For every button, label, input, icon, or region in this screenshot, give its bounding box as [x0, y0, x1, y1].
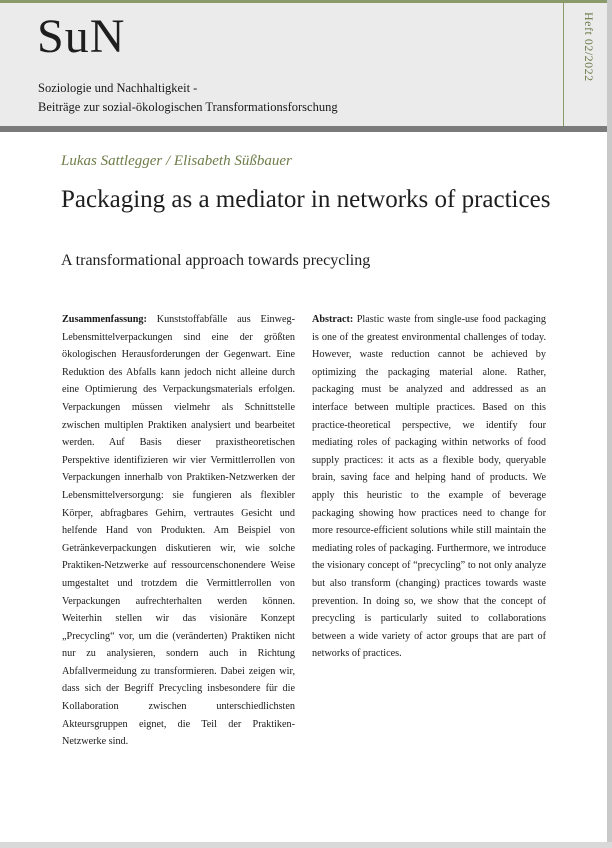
journal-subtitle-line-1: Soziologie und Nachhaltigkeit - [38, 81, 198, 95]
article-authors: Lukas Sattlegger / Elisabeth Süßbauer [61, 153, 292, 169]
abstract-german [62, 311, 295, 751]
page-bottom-edge [0, 842, 612, 848]
abstract-english-label: Abstract: [312, 314, 357, 325]
journal-header [0, 0, 612, 127]
journal-logo: SuN [37, 10, 126, 63]
abstract-english [312, 311, 546, 663]
article-title: Packaging as a mediator in networks of practices [61, 186, 551, 213]
header-bottom-rule [0, 126, 612, 132]
journal-subtitle-line-2: Beiträge zur sozial-ökologischen Transformationsforschung [38, 100, 338, 114]
page-right-edge [607, 0, 612, 848]
abstract-german-text: Kunststoffabfälle aus Einweg-Lebensmittelverpackungen sind eine der größten ökologischen Herausforderungen der Gegenwart. Eine Reduktion des Abfalls kann jedoch nicht alleine durch eine Optimierung des Verpackungsmaterials erfolgen. Verpackungen müssen vielmehr als Schnittstelle zwischen multiplen Praktiken analysiert und bearbeitet werden. Auf Basis dieser praxistheoretischen Perspektive identifizieren wir vier Vermittlerrollen von Verpackungen innerhalb von Praktiken-Netzwerken der Lebensmittelversorgung: sie fungieren als flexibler Körper, abfragbares Gehirn, vertrautes Gesicht und helfende Hand von Produkten. Am Beispiel von Getränkeverpackungen diskutieren wir, wie solche Praktiken-Netzwerke auf ressourcenschonendere Weise umgestaltet und trotzdem die Vermittlerrollen von Verpackungen aufrechterhalten werden können. Weiterhin stellen wir das visionäre Konzept „Precycling“ vor, um die (veränderten) Praktiken nicht nur zu analysieren, sondern auch in Richtung Abfallvermeidung zu transformieren. Dabei zeigen wir, dass sich der Begriff Precycling insbesondere für die Kollaboration zwischen unterschiedlichsten Akteursgruppen eignet, die Teil der Praktiken-Netzwerke sind. [62, 314, 295, 748]
abstract-english-text: Plastic waste from single-use food packaging is one of the greatest environmental challenges of today. However, waste reduction cannot be achieved by optimizing the packaging material alone. Rather, packaging must be analyzed and addressed as an interface between multiple practices. Based on this practice-theoretical perspective, we identify four mediating roles of packaging within networks of food supply practices: it acts as a flexible body, queryable brain, saving face and helping hand of products. We apply this heuristic to the example of beverage packaging showing how practices need to change for more resource-efficient solutions while still maintain the mediating roles of packaging. Furthermore, we introduce the visionary concept of “precycling” to not only analyze but also transform (changing) practices towards waste prevention. In doing so, we show that the concept of precycling is particularly suited to collaborations between a wide variety of actor groups that are part of networks of practices. [312, 314, 546, 660]
article-subtitle: A transformational approach towards precycling [61, 252, 371, 269]
abstract-german-label: Zusammenfassung: [62, 314, 157, 325]
journal-subtitle [38, 79, 518, 117]
issue-label: Heft 02/2022 [582, 12, 596, 82]
header-accent-rule [0, 0, 612, 3]
issue-divider [563, 0, 564, 127]
